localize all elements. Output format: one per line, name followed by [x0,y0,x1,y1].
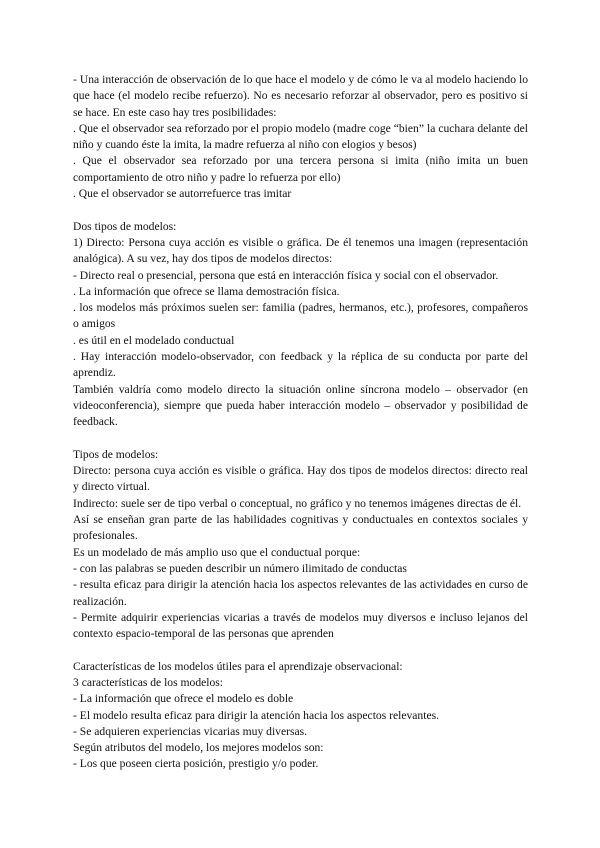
paragraph-wider-use: Es un modelado de más amplio uso que el conductual porque: [73,545,361,559]
document-page [73,72,528,773]
blank-line [73,642,528,658]
list-item-vicarious-experiences: - Permite adquirir experiencias vicarias a través de modelos muy diversos e incluso lejanos del contexto espacio-temporal de las personas que aprenden [73,610,528,641]
blank-line [73,202,528,218]
paragraph-direct-definition: Directo: persona cuya acción es visible o gráfica. Hay dos tipos de modelos directos: directo real y directo virtual. [73,464,528,494]
heading-model-types: Tipos de modelos: [73,447,159,461]
list-item-unlimited-behaviors: - con las palabras se pueden describir un número ilimitado de conductas [73,561,407,575]
paragraph-indirect-definition: Indirecto: suele ser de tipo verbal o conceptual, no gráfico y no tenemos imágenes directas de él. [73,496,522,510]
paragraph-reinforced-by-model: . Que el observador sea reforzado por el propio modelo (madre coge “bien” la cuchara delante del niño y cuando éste la imita, la madre refuerza al niño con elogios y besos) [73,121,528,152]
paragraph-self-reinforcement: . Que el observador se autorrefuerce tras imitar [73,187,292,201]
paragraph-closest-models: . los modelos más próximos suelen ser: familia (padres, hermanos, etc.), profesores, compañeros o amigos [73,301,528,331]
paragraph-direct-real: - Directo real o presencial, persona que está en interacción física y social con el observador. [73,268,499,282]
paragraph-model-attributes: Según atributos del modelo, los mejores modelos son: [73,741,324,755]
paragraph-direct-model: 1) Directo: Persona cuya acción es visible o gráfica. De él tenemos una imagen (representación analógica). A su vez, hay dos tipos de modelos directos: [73,235,528,266]
paragraph-interaction-observation: - Una interacción de observación de lo que hace el modelo y de cómo le va al modelo haciendo lo que hace (el modelo recibe refuerzo). No es necesario reforzar al observador, pero es positivo si se hace. En este caso hay tres posibilidades: [73,73,528,119]
blank-line [73,431,528,447]
paragraph-skills-taught: Así se enseñan gran parte de las habilidades cognitivas y conductuales en contextos sociales y profesionales. [73,513,528,543]
paragraph-behavioral-modeling: . es útil en el modelado conductual [73,333,235,347]
list-item-position-prestige: - Los que poseen cierta posición, prestigio y/o poder. [73,757,319,771]
list-item-double-information: - La información que ofrece el modelo es doble [73,692,294,706]
list-item-direct-attention: - resulta eficaz para dirigir la atención hacia los aspectos relevantes de las actividades en curso de realización. [73,578,528,608]
heading-useful-model-characteristics: Características de los modelos útiles para el aprendizaje observacional: [73,659,403,673]
paragraph-reinforced-by-third-person: . Que el observador sea reforzado por una tercera persona si imita (niño imita un buen comportamiento de otro niño y padre lo refuerza por ello) [73,154,528,184]
paragraph-model-observer-interaction: . Hay interacción modelo-observador, con feedback y la réplica de su conducta por parte del aprendiz. [73,350,528,380]
heading-two-model-types: Dos tipos de modelos: [73,219,177,233]
list-item-effective-attention: - El modelo resulta eficaz para dirigir la atención hacia los aspectos relevantes. [73,708,440,722]
paragraph-physical-demonstration: . La información que ofrece se llama demostración física. [73,284,340,298]
paragraph-online-synchronous: También valdría como modelo directo la situación online síncrona modelo – observador (en videoconferencia), siempre que pueda haber interacción modelo – observador y posibilidad de feedback. [73,382,528,429]
paragraph-three-characteristics: 3 características de los modelos: [73,675,224,689]
list-item-diverse-experiences: - Se adquieren experiencias vicarias muy diversas. [73,724,308,738]
